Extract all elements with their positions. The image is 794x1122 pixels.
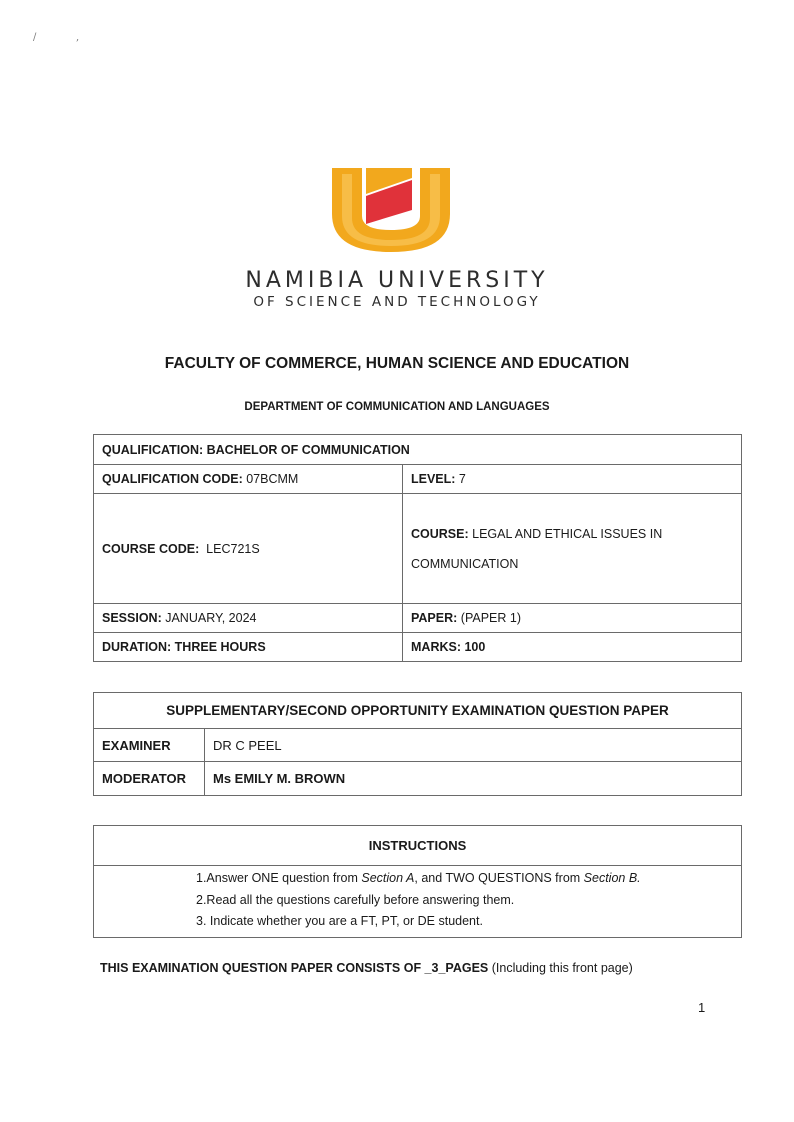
instructions-table (93, 825, 742, 938)
examiner-label: EXAMINER (94, 729, 205, 762)
marks-cell (403, 633, 742, 662)
course-cell (403, 494, 742, 604)
instruction-item: 3. Indicate whether you are a FT, PT, or DE student. (196, 914, 483, 928)
qualification-code-label: QUALIFICATION CODE: (102, 472, 243, 486)
course-value-line2: COMMUNICATION (411, 556, 519, 571)
instructions-title: INSTRUCTIONS (94, 826, 742, 866)
course-code-label: COURSE CODE: (102, 541, 200, 556)
marks-label: MARKS: 100 (411, 640, 486, 654)
paper-value: (PAPER 1) (457, 611, 521, 625)
moderator-label: MODERATOR (94, 762, 205, 796)
course-code-cell (94, 494, 403, 604)
session-label: SESSION: (102, 611, 162, 625)
university-subtitle: OF SCIENCE AND TECHNOLOGY (253, 294, 541, 310)
instruction-emphasis: Section A (361, 871, 415, 885)
level-label: LEVEL: (411, 472, 456, 486)
instruction-emphasis: Section B. (583, 871, 641, 885)
university-name: NAMIBIA UNIVERSITY (245, 268, 549, 293)
qualification-code-value: 07BCMM (242, 472, 299, 486)
page-number: 1 (698, 1000, 706, 1015)
exam-title: SUPPLEMENTARY/SECOND OPPORTUNITY EXAMINATION QUESTION PAPER (94, 693, 742, 729)
qualification-code-cell (94, 465, 403, 494)
page-count-normal: (Including this front page) (488, 961, 633, 975)
faculty-heading: FACULTY OF COMMERCE, HUMAN SCIENCE AND EDUCATION (164, 355, 630, 372)
session-value: JANUARY, 2024 (161, 611, 257, 625)
moderator-value: Ms EMILY M. BROWN (205, 762, 742, 796)
course-value-line1: LEGAL AND ETHICAL ISSUES IN (468, 526, 663, 541)
course-code-value: LEC721S (199, 541, 260, 556)
paper-label: PAPER: (411, 611, 458, 625)
page-count-note (100, 961, 633, 975)
department-heading: DEPARTMENT OF COMMUNICATION AND LANGUAGES (244, 401, 550, 413)
qualification-label: QUALIFICATION: BACHELOR OF COMMUNICATION (102, 442, 410, 457)
duration-label: DURATION: THREE HOURS (102, 640, 266, 654)
level-value: 7 (455, 472, 466, 486)
instruction-item (196, 868, 741, 890)
university-logo (326, 160, 456, 256)
examiner-value: DR C PEEL (205, 729, 742, 762)
paper-cell (403, 604, 742, 633)
course-details-table (93, 434, 742, 662)
instruction-item: 2.Read all the questions carefully before answering them. (196, 892, 515, 907)
course-label: COURSE: (411, 526, 469, 541)
instruction-text: , and TWO QUESTIONS from (414, 871, 584, 885)
exam-info-table (93, 692, 742, 796)
session-cell (94, 604, 403, 633)
qualification-cell (94, 435, 742, 465)
page-count-bold: THIS EXAMINATION QUESTION PAPER CONSISTS OF _3_PAGES (100, 961, 489, 975)
instruction-text: 1.Answer ONE question from (196, 871, 362, 885)
instructions-list (94, 866, 742, 938)
scan-mark: / (33, 32, 37, 43)
scan-mark: , (76, 32, 80, 43)
level-cell (403, 465, 742, 494)
duration-cell (94, 633, 403, 662)
